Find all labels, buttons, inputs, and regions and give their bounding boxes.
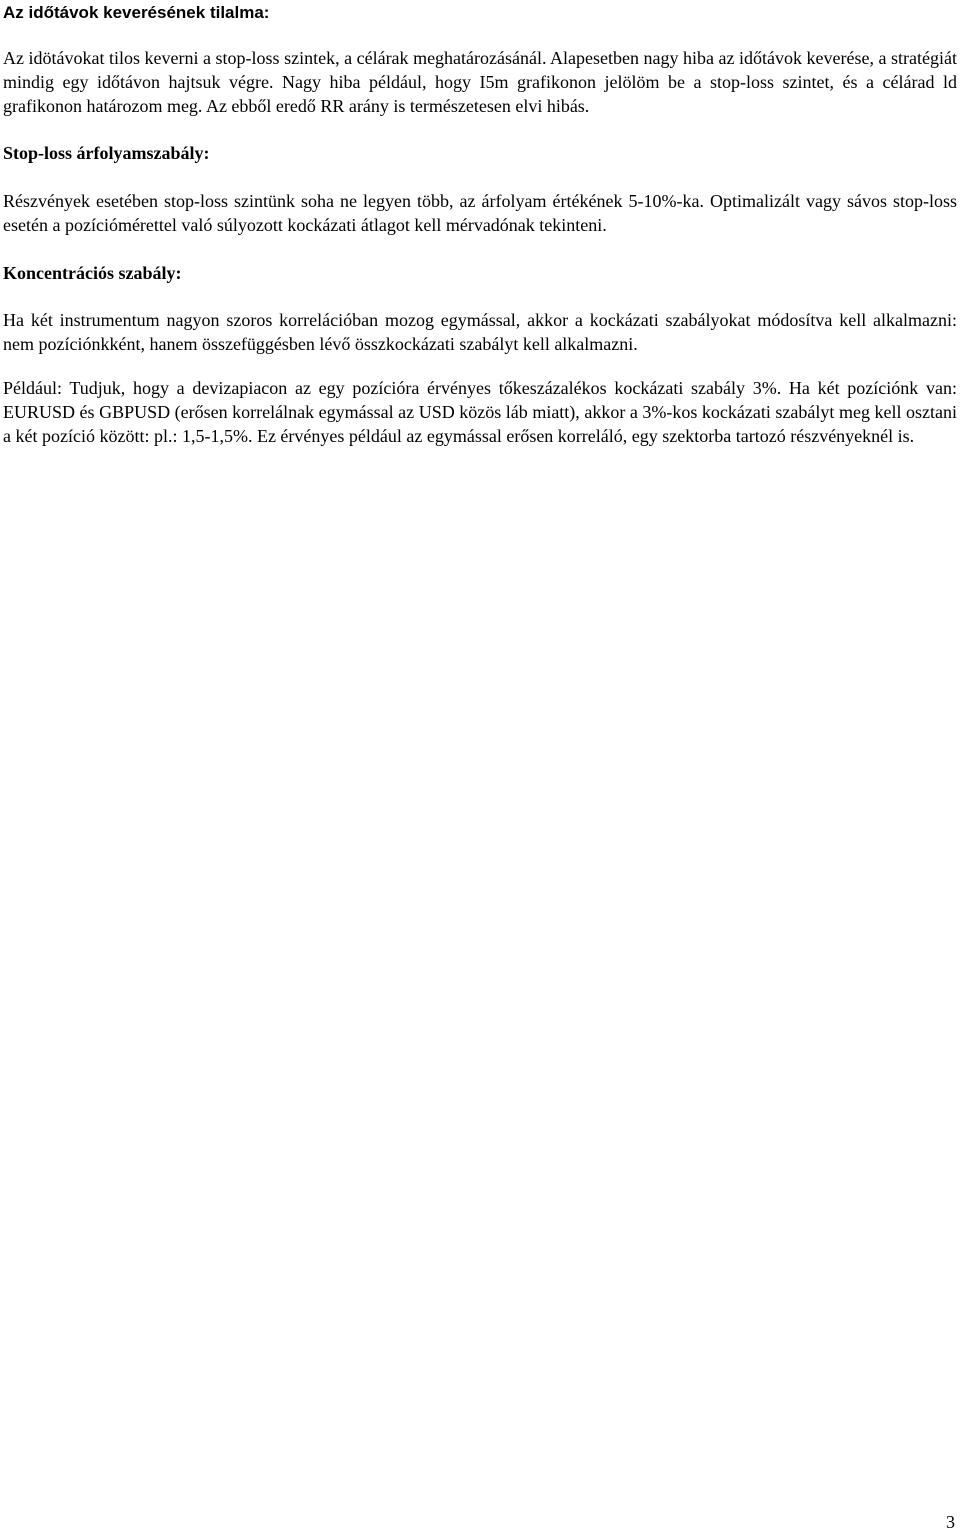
- paragraph-concentration-1: Ha két instrumentum nagyon szoros korrelációban mozog egymással, akkor a kockázati szabályokat módosítva kell alkalmazni: nem pozíciónkként, hanem összefüggésben lévő összkockázati szabályt kell alkalmazni.: [3, 310, 957, 354]
- section-heading-concentration: Koncentrációs szabály:: [3, 263, 182, 283]
- page-number: 3: [946, 1512, 955, 1532]
- paragraph-concentration-2: Például: Tudjuk, hogy a devizapiacon az egy pozícióra érvényes tőkeszázalékos kockázati szabály 3%. Ha két pozíciónk van: EURUSD és GBPUSD (erősen korrelálnak egymással az USD közös láb miatt), akkor a 3%-kos kockázati szabályt meg kell osztani a két pozíció között: pl.: 1,5-1,5%. Ez érvényes például az egymással erősen korreláló, egy szektorba tartozó részvényeknél is.: [3, 378, 957, 446]
- heading-normal-part: Az időtávok keverésének: [3, 3, 210, 22]
- section-heading-stop-loss: Stop-loss árfolyamszabály:: [3, 143, 210, 163]
- paragraph-time-mixing: Az idötávokat tilos keverni a stop-loss szintek, a célárak meghatározásánál. Alapesetben nagy hiba az időtávok keverése, a stratégiát mindig egy időtávon hajtsuk végre. Nagy hiba például, hogy I5m grafikonon jelölöm be a stop-loss szintet, és a célárad ld grafikonon határozom meg. Az ebből eredő RR arány is természetesen elvi hibás.: [3, 48, 957, 116]
- document-page: [3, 0, 957, 448]
- section-heading-time-mixing: [3, 2, 957, 24]
- paragraph-stop-loss: Részvények esetében stop-loss szintünk soha ne legyen több, az árfolyam értékének 5-10%-ka. Optimalizált vagy sávos stop-loss esetén a pozíciómérettel való súlyozott kockázati átlagot kell mérvadónak tekinteni.: [3, 191, 957, 235]
- heading-bold-part: tilalma:: [209, 3, 270, 22]
